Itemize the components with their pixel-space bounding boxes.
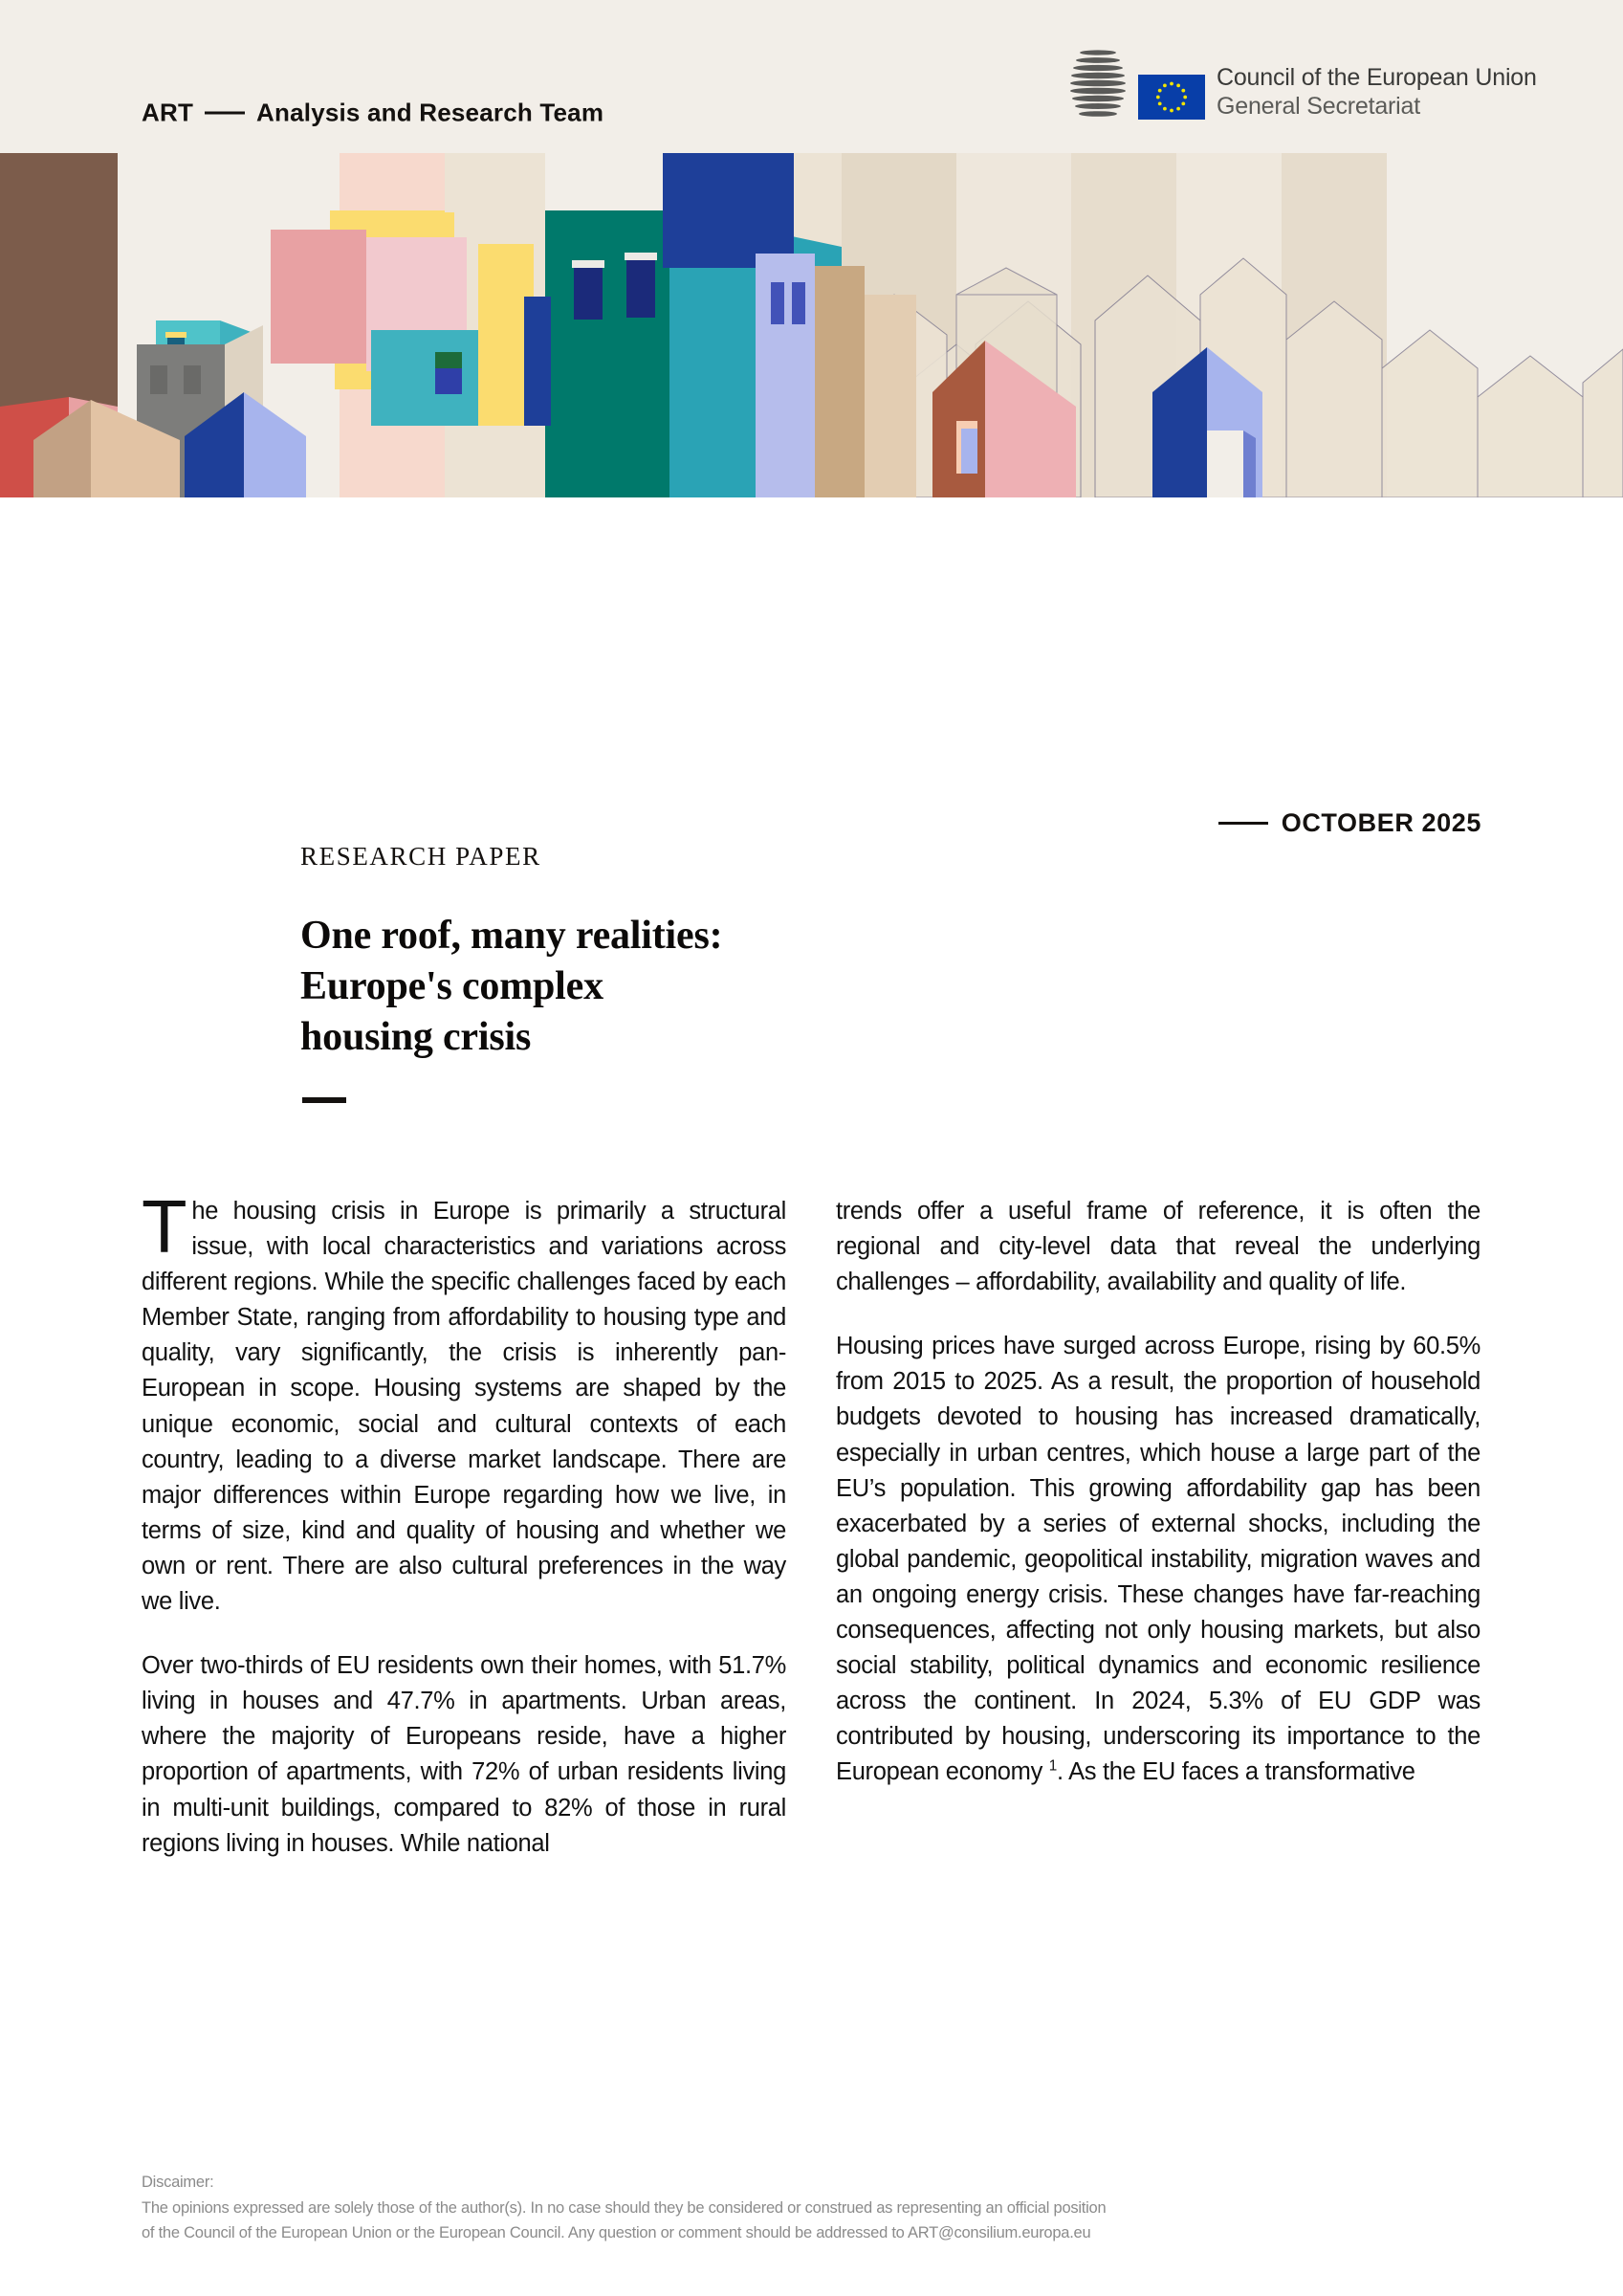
page-title	[300, 911, 836, 1063]
paragraph-prices-tail: . As the EU faces a transformative	[1056, 1758, 1415, 1786]
brand-dash-rule	[205, 112, 245, 115]
title-line-2: Europe's complex	[300, 963, 603, 1008]
document-type-label: RESEARCH PAPER	[300, 842, 541, 871]
paragraph-prices-text: Housing prices have surged across Europe, rising by 60.5% from 2015 to 2025. As a result, the proportion of household budgets devoted to housing has increased dramatically, especially in urban centres, which house a large part of the EU’s population. This growing affordability gap has been exacerbated by a series of external shocks, including the global pandemic, geopolitical instability, migration waves and an ongoing energy crisis. These changes have far-reaching consequences, affecting not only housing markets, but also social stability, political dynamics and economic resilience across the continent. In 2024, 5.3% of EU GDP was contributed by housing, underscoring its importance to the European economy	[836, 1333, 1480, 1786]
disclaimer	[142, 2170, 1480, 2246]
logo-text-block	[1217, 64, 1537, 121]
right-column	[836, 1194, 1480, 1862]
paragraph-ownership: Over two-thirds of EU residents own their homes, with 51.7% living in houses and 47.7% in apartments. Urban areas, where the majority of Europeans reside, have a higher proportion of apartments, with 72% of urban residents living in multi-unit buildings, compared to 82% of those in rural regions living in houses. While national	[142, 1652, 786, 1857]
paragraph-prices	[836, 1329, 1480, 1790]
dateline	[1218, 808, 1481, 838]
drop-cap: T	[142, 1184, 187, 1269]
footnote-marker[interactable]: 1	[1048, 1757, 1057, 1775]
cover-illustration	[0, 153, 1623, 497]
body-columns	[142, 1184, 1480, 1862]
paragraph-regional-data: trends offer a useful frame of reference, it is often the regional and city-level data that reveal the underlying challenges – affordability, availability and quality of life.	[836, 1198, 1480, 1296]
europa-building-icon	[1064, 48, 1132, 121]
paragraph-intro	[142, 1184, 786, 1620]
paragraph-intro-text: he housing crisis in Europe is primarily a structural issue, with local characteristics and variations across different regions. While the specific challenges faced by each Member State, ranging from affordability to housing type and quality, vary significantly, the crisis is inherently pan-European in scope. Housing systems are shaped by the unique economic, social and cultural contexts of each country, leading to a diverse market landscape. There are major differences within Europe regarding how we live, in terms of size, kind and quality of housing and whether we own or rent. There are also cultural preferences in the way we live.	[142, 1198, 786, 1616]
eu-flag-icon	[1138, 75, 1205, 120]
council-logo	[1064, 48, 1537, 121]
disclaimer-title: Discaimer:	[142, 2174, 214, 2191]
brand-lockup	[142, 99, 603, 128]
title-line-3: housing crisis	[300, 1014, 532, 1059]
brand-abbreviation: ART	[142, 98, 194, 127]
title-underline-rule	[302, 1097, 346, 1103]
left-column	[142, 1184, 786, 1862]
disclaimer-line-2: of the Council of the European Union or the European Council. Any question or comment should be addressed to ART@consilium.europa.eu	[142, 2224, 1091, 2242]
logo-secretariat-name: General Secretariat	[1217, 92, 1420, 120]
brand-name: Analysis and Research Team	[256, 98, 604, 127]
disclaimer-line-1: The opinions expressed are solely those of the author(s). In no case should they be considered or construed as representing an official position	[142, 2198, 1107, 2217]
logo-institution-name: Council of the European Union	[1217, 64, 1537, 91]
publication-date: OCTOBER 2025	[1281, 808, 1481, 837]
title-line-1: One roof, many realities:	[300, 914, 723, 958]
dateline-rule	[1218, 822, 1268, 825]
